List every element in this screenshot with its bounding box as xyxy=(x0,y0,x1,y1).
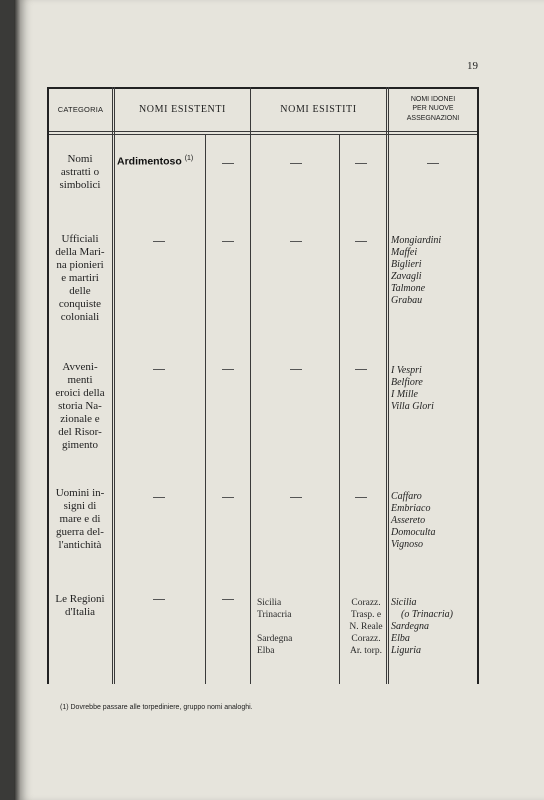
suitable-name: Belfiore xyxy=(391,377,423,388)
existed-name: Elba xyxy=(257,646,275,656)
category-line: della Mari- xyxy=(55,246,105,258)
col-divider-2 xyxy=(205,135,206,684)
header-idonei-line3: ASSEGNAZIONI xyxy=(406,114,460,122)
category-line: zionale e xyxy=(60,413,100,425)
ship-type: Corazz. xyxy=(351,598,381,608)
dash xyxy=(153,599,165,600)
header-nomi-esistiti: NOMI ESISTITI xyxy=(280,103,357,115)
dash xyxy=(290,241,302,242)
dash xyxy=(153,497,165,498)
category-row-4 xyxy=(49,487,111,552)
suitable-name: (o Trinacria) xyxy=(401,609,453,620)
suitable-name: Caffaro xyxy=(391,491,422,502)
header-nomi-idonei xyxy=(389,87,477,131)
category-line: delle xyxy=(69,285,91,297)
category-line: guerra del- xyxy=(56,526,104,538)
existed-name: Sardegna xyxy=(257,634,293,644)
category-line: na pionieri xyxy=(56,259,104,271)
existed-types-row-5 xyxy=(344,597,388,657)
dash xyxy=(222,497,234,498)
names-table xyxy=(47,87,479,684)
category-line: Le Regioni xyxy=(55,593,105,605)
suitable-name: Sardegna xyxy=(391,621,429,632)
dash xyxy=(153,241,165,242)
category-row-1 xyxy=(49,153,111,192)
dash xyxy=(222,241,234,242)
suitable-name: Zavagli xyxy=(391,271,422,282)
ship-type: Corazz. xyxy=(351,634,381,644)
col-divider-3 xyxy=(250,87,251,684)
dash xyxy=(427,163,439,164)
suitable-name: I Mille xyxy=(391,389,418,400)
suitable-names-row-5 xyxy=(391,597,453,657)
category-line: e martiri xyxy=(61,272,99,284)
category-line: gimento xyxy=(61,439,99,451)
dash xyxy=(290,497,302,498)
category-line: d'Italia xyxy=(64,606,96,618)
suitable-name: Sicilia xyxy=(391,597,417,608)
category-line: Avveni- xyxy=(62,361,98,373)
existed-name: Trinacria xyxy=(257,610,292,620)
table-right-border xyxy=(477,87,479,684)
category-row-5 xyxy=(49,593,111,619)
suitable-name: Grabau xyxy=(391,295,423,306)
suitable-name: Mongiardini xyxy=(391,235,442,246)
suitable-name: I Vespri xyxy=(391,365,422,376)
suitable-name: Domoculta xyxy=(391,527,436,538)
category-line: storia Na- xyxy=(58,400,102,412)
suitable-name: Villa Glori xyxy=(391,401,434,412)
dash xyxy=(222,599,234,600)
suitable-name: Liguria xyxy=(391,645,422,656)
existed-name xyxy=(257,621,292,633)
suitable-names-row-4 xyxy=(391,491,435,551)
suitable-name: Elba xyxy=(391,633,410,644)
suitable-names-row-2 xyxy=(391,235,441,307)
col-divider-5b xyxy=(388,87,389,684)
category-line: Ufficiali xyxy=(61,233,99,245)
ship-type: N. Reale xyxy=(349,622,383,632)
header-categoria: CATEGORIA xyxy=(57,104,104,114)
category-line: Nomi xyxy=(67,153,93,165)
category-line: eroici della xyxy=(55,387,105,399)
header-idonei-line2: PER NUOVE xyxy=(412,105,454,113)
dash xyxy=(222,369,234,370)
category-line: astratti o xyxy=(60,166,100,178)
dash xyxy=(355,369,367,370)
suitable-name: Assereto xyxy=(391,515,426,526)
ship-type: Ar. torp. xyxy=(350,646,382,656)
existed-name: Sicilia xyxy=(257,598,282,608)
category-line: conquiste xyxy=(58,298,102,310)
dash xyxy=(355,163,367,164)
header-nomi-esistenti: NOMI ESISTENTI xyxy=(138,103,226,115)
dash xyxy=(355,241,367,242)
dash xyxy=(355,497,367,498)
suitable-name: Maffei xyxy=(391,247,418,258)
dash xyxy=(222,163,234,164)
ship-type: Trasp. e xyxy=(350,610,382,620)
page-number: 19 xyxy=(467,60,478,72)
category-line: l'antichità xyxy=(58,539,102,551)
existing-name-ardimentoso xyxy=(117,155,193,168)
dash xyxy=(290,163,302,164)
category-row-3 xyxy=(49,361,111,452)
suitable-names-row-3 xyxy=(391,365,434,413)
suitable-name: Biglieri xyxy=(391,259,422,270)
dash xyxy=(290,369,302,370)
category-line: del Risor- xyxy=(58,426,102,438)
category-line: coloniali xyxy=(60,311,100,323)
col-divider-4 xyxy=(339,135,340,684)
footnote-marker: (1) xyxy=(184,155,194,162)
suitable-name: Vignoso xyxy=(391,539,424,550)
footnote: (1) Dovrebbe passare alle torpediniere, gruppo nomi analoghi. xyxy=(60,704,253,711)
col-divider-1 xyxy=(112,87,113,684)
header-idonei-line1: NOMI IDONEI xyxy=(410,95,456,103)
existing-name: Ardimentoso xyxy=(117,155,182,168)
category-row-2 xyxy=(49,233,111,324)
col-divider-5 xyxy=(386,87,387,684)
suitable-name: Talmone xyxy=(391,283,426,294)
col-divider-1b xyxy=(114,87,115,684)
suitable-name: Embriaco xyxy=(391,503,431,514)
category-line: mare e di xyxy=(59,513,101,525)
category-line: Uomini in- xyxy=(55,487,105,499)
dash xyxy=(153,369,165,370)
category-line: menti xyxy=(67,374,93,386)
existed-names-row-5 xyxy=(257,597,292,657)
category-line: signi di xyxy=(63,500,97,512)
category-line: simbolici xyxy=(59,179,101,191)
